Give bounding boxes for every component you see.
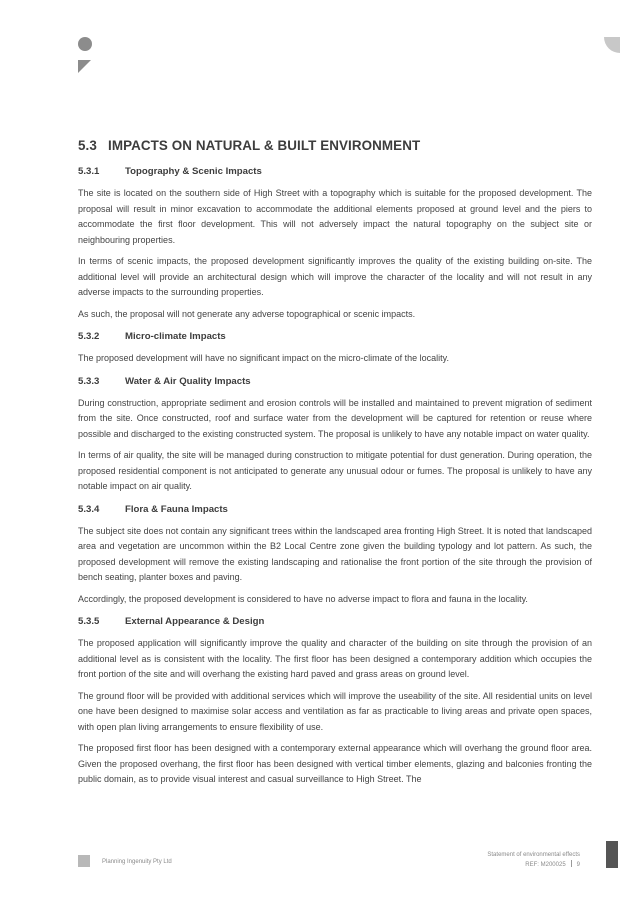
footer-separator: [571, 860, 572, 867]
paragraph: As such, the proposal will not generate any adverse topographical or scenic impacts.: [78, 308, 416, 319]
paragraph: The subject site does not contain any significant trees within the landscaped area fronting High Street. It is noted that landscaped area and vegetation are uncommon within the B2 Local Centre zone given the building typology and lot pattern. As such, the proposed development will remove the existing landscaping and rationalise the front portion of the site through the provision of bench seating, planter boxes and paving.: [78, 525, 592, 582]
footer-meta: [487, 851, 580, 870]
subsection-title: Flora & Fauna Impacts: [125, 503, 228, 515]
subsection-heading-appearance: [78, 616, 592, 627]
subsection-title: Micro-climate Impacts: [125, 331, 226, 342]
subsection-number: 5.3.5: [78, 616, 100, 627]
subsection-number: 5.3.2: [78, 331, 100, 342]
section-title: IMPACTS ON NATURAL & BUILT ENVIRONMENT: [108, 138, 421, 153]
footer-ref-line: [487, 860, 580, 870]
section-heading: [78, 138, 592, 153]
subsection-heading-topography: [78, 166, 592, 177]
subsection-heading-microclimate: [78, 331, 592, 342]
section-number: 5.3: [78, 138, 97, 153]
paragraph: Accordingly, the proposed development is considered to have no adverse impact to flora and fauna in the locality.: [78, 593, 528, 604]
paragraph: The site is located on the southern side of High Street with a topography which is suitable for the proposed development. The proposal will result in minor excavation to accommodate the additional elements proposed at ground level and the piers to accommodate the first floor development. This will not adversely impact the natural topography on the subject site or neighbouring properties.: [78, 188, 592, 245]
subsection-number: 5.3.3: [78, 375, 100, 387]
subsection-title: External Appearance & Design: [125, 616, 265, 627]
subsection-heading-water-air: [78, 376, 592, 387]
footer-accent-bar: [606, 841, 618, 868]
subsection-title: Topography & Scenic Impacts: [125, 166, 262, 177]
subsection-number: 5.3.4: [78, 503, 100, 515]
page-number: 9: [576, 862, 580, 868]
subsection-number: 5.3.1: [78, 166, 100, 177]
logo-triangle-icon: [78, 60, 91, 73]
paragraph: The proposed development will have no significant impact on the micro-climate of the locality.: [78, 353, 450, 363]
paragraph: In terms of air quality, the site will be managed during construction to mitigate potential for dust generation. During operation, the proposed residential component is not anticipated to generate any unusual odour or fumes. The proposal is unlikely to have any notable impact on air quality.: [78, 450, 592, 491]
footer-ref: REF: M200025: [525, 862, 566, 868]
paragraph: In terms of scenic impacts, the proposed development significantly improves the quality of the existing building on-site. The additional level will provide an architectural design which will improve the character of the locality and will not result in any adverse impacts to the surrounding properties.: [78, 256, 592, 297]
paragraph: The ground floor will be provided with additional services which will improve the useability of the site. All residential units on level one have been designed to maximise solar access and ventilation as far as practicable to living areas and private open spaces, with open plan living arrangements to ensure flexibility of use.: [78, 690, 592, 732]
footer-company: Planning Ingenuity Pty Ltd: [102, 859, 172, 865]
logo-circle-icon: [78, 37, 92, 51]
subsection-heading-flora-fauna: [78, 504, 592, 515]
corner-tab-icon: [604, 37, 620, 53]
paragraph: The proposed first floor has been designed with a contemporary external appearance which will overhang the ground floor area. Given the proposed overhang, the first floor has been designed with vertical timber elements, glazing and balconies fronting the public domain, as to provide visual interest and casual surveillance to High Street. The: [78, 743, 592, 784]
paragraph: The proposed application will significantly improve the quality and character of the building on site through the provision of an additional level as is consistent with the locality. The first floor has been designed a contemporary addition which occupies the front portion of the site and will overhang the existing hard paved and grass areas on ground level.: [78, 638, 592, 679]
paragraph: During construction, appropriate sediment and erosion controls will be installed and maintained to prevent migration of sediment from the site. Once constructed, roof and surface water from the development will be captured for retention or reuse where possible and discharged to the existing constructed system. The proposal is unlikely to have any notable impact on water quality.: [78, 397, 592, 439]
document-body: [78, 138, 592, 794]
footer-doc-title: Statement of environmental effects: [487, 852, 580, 858]
footer-logo-square-icon: [78, 855, 90, 867]
subsection-title: Water & Air Quality Impacts: [125, 375, 251, 387]
